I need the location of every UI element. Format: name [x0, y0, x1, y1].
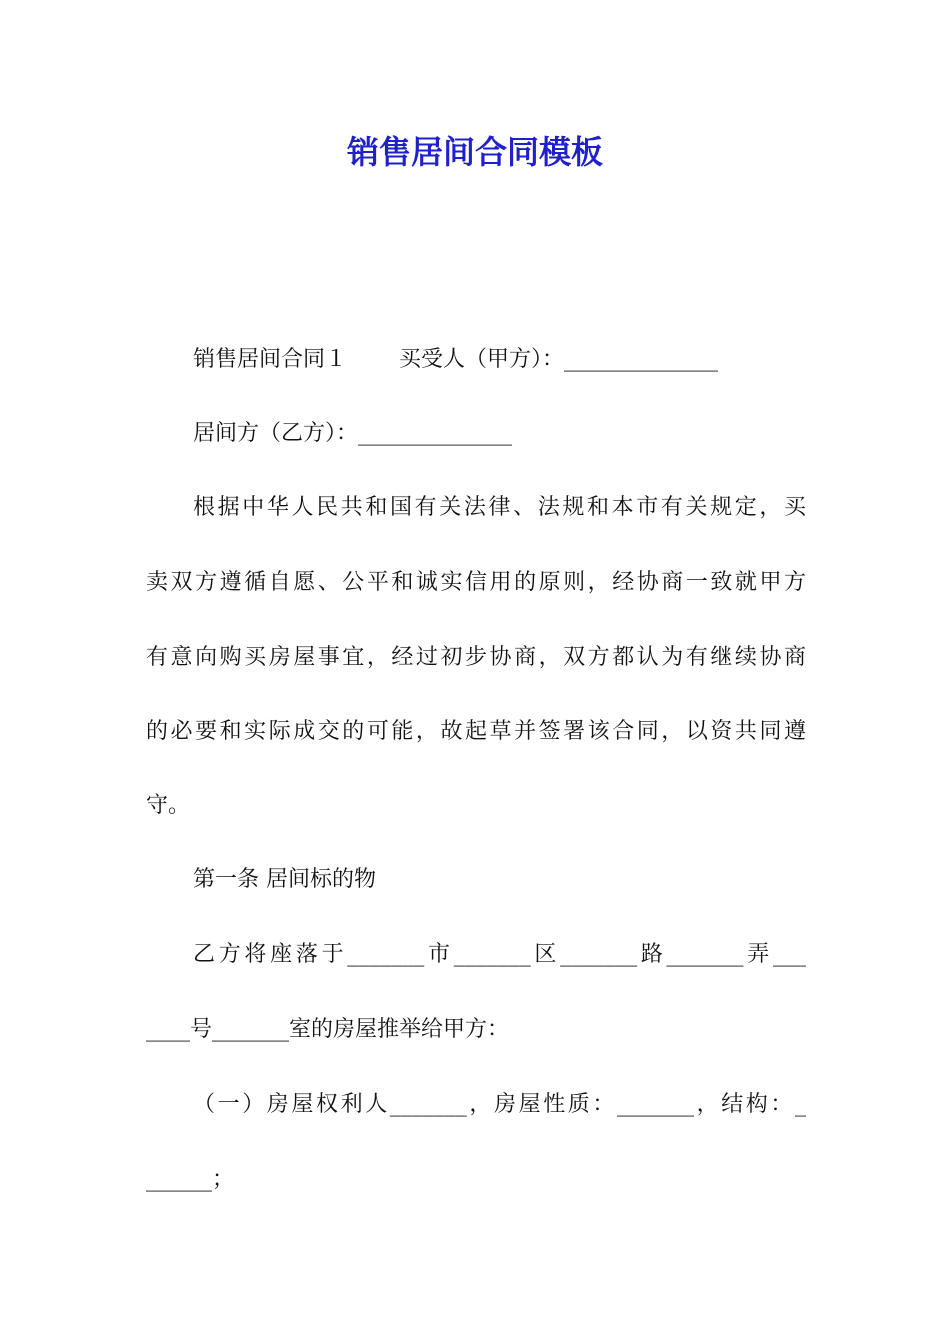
article-line: ______； — [146, 1167, 235, 1192]
article-line: 乙方将座落于_______市_______区_______路_______弄___ — [193, 942, 806, 967]
paragraph-line: 守。 — [146, 793, 191, 818]
article-one-heading: 第一条 居间标的物 — [193, 867, 376, 892]
article-line: （一）房屋权利人_______，房屋性质：_______，结构：_ — [193, 1092, 806, 1117]
intermediary-party-line: 居间方（乙方）：______________ — [193, 421, 513, 446]
paragraph-line: 有意向购买房屋事宜，经过初步协商，双方都认为有继续协商 — [146, 645, 806, 670]
contract-number-label: 销售居间合同１ — [193, 347, 348, 372]
paragraph-line: 的必要和实际成交的可能，故起草并签署该合同，以资共同遵 — [146, 719, 806, 744]
document-title: 销售居间合同模板 — [346, 133, 603, 171]
paragraph-line: 卖双方遵循自愿、公平和诚实信用的原则，经协商一致就甲方 — [146, 570, 806, 595]
article-line: ____号_______室的房屋推举给甲方： — [146, 1017, 510, 1042]
paragraph-line: 根据中华人民共和国有关法律、法规和本市有关规定，买 — [193, 495, 806, 520]
contract-heading-line — [193, 340, 806, 380]
buyer-party-label: 买受人（甲方）：______________ — [399, 347, 719, 372]
